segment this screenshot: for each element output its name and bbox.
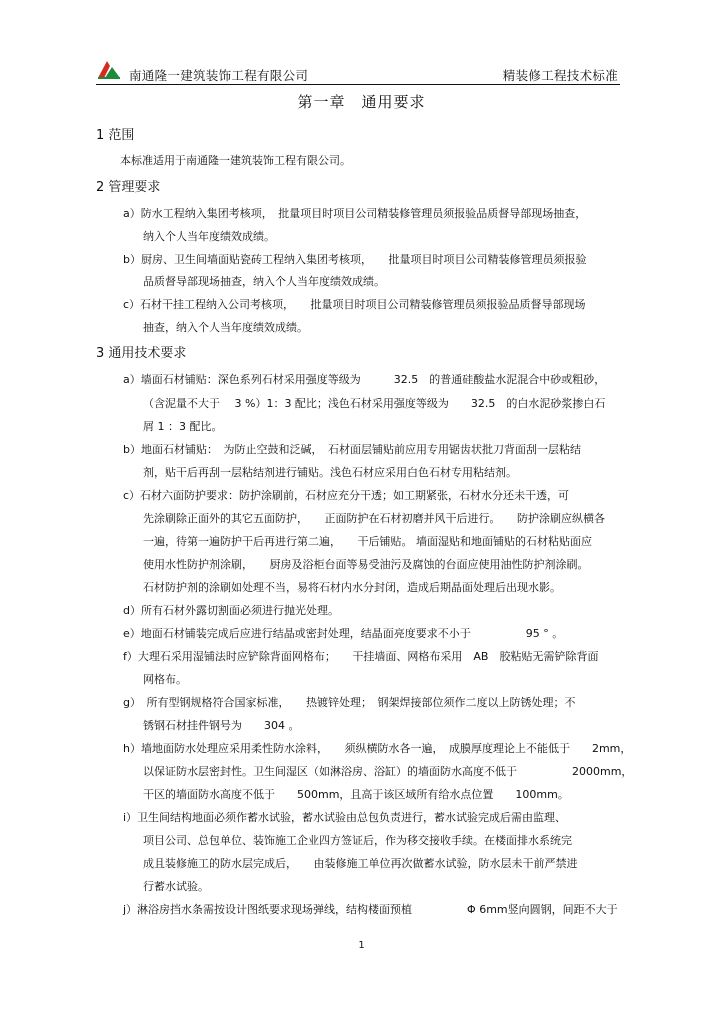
section-heading: 3 通用技术要求 <box>96 346 187 361</box>
list-item-line: c）石材六面防护要求：防护涂刷前，石材应充分干透；如工期紧张，石材水分还未干透，可 <box>123 489 570 502</box>
list-item-continuation: 锈钢石材挂件钢号为 304 。 <box>143 719 300 732</box>
paragraph-line: 本标准适用于南通隆一建筑装饰工程有限公司。 <box>120 154 351 167</box>
list-item-continuation: 使用水性防护剂涂刷， 厨房及浴柜台面等易受油污及腐蚀的台面应使用油性防护剂涂刷。 <box>143 558 589 571</box>
list-item-line: b）厨房、卫生间墙面贴瓷砖工程纳入集团考核项， 批量项目时项目公司精装修管理员须报验 <box>123 253 587 266</box>
chapter-title: 第一章 通用要求 <box>297 93 426 111</box>
list-item-line: g） 所有型钢规格符合国家标准， 热镀锌处理； 钢架焊接部位须作二度以上防锈处理；不 <box>123 696 576 709</box>
list-item-continuation: 成且装修施工的防水层完成后， 由装修施工单位再次做蓄水试验，防水层未干前严禁进 <box>143 857 578 870</box>
list-item-continuation: 屑 1 ：3 配比。 <box>143 420 223 433</box>
list-item-line: j）淋浴房挡水条需按设计图纸要求现场弹线，结构楼面预植 Φ 6mm竖向圆钢，间距不大于 <box>123 903 618 916</box>
list-item-continuation: 石材防护剂的涂刷如处理不当，易将石材内水分封闭，造成后期晶面处理后出现水影。 <box>143 581 561 594</box>
company-name: 南通隆一建筑装饰工程有限公司 <box>129 68 309 83</box>
section-heading: 2 管理要求 <box>96 180 161 195</box>
list-item-continuation: 品质督导部现场抽查，纳入个人当年度绩效成绩。 <box>143 275 385 288</box>
list-item-continuation: 剂，贴干后再刮一层粘结剂进行铺贴。浅色石材应采用白色石材专用粘结剂。 <box>143 466 517 479</box>
list-item-line: f）大理石采用湿铺法时应铲除背面网格布； 干挂墙面、网格布采用 AB 胶粘贴无需铲除背面 <box>123 650 599 663</box>
list-item-continuation: 干区的墙面防水高度不低于 500mm，且高于该区域所有给水点位置 100mm。 <box>143 788 569 801</box>
section-heading: 1 范围 <box>96 128 135 143</box>
page-number: 1 <box>358 940 365 951</box>
list-item-continuation: 纳入个人当年度绩效成绩。 <box>143 230 275 243</box>
list-item-line: a）防水工程纳入集团考核项， 批量项目时项目公司精装修管理员须报验品质督导部现场抽查， <box>123 207 587 220</box>
list-item-line: i）卫生间结构地面必须作蓄水试验，蓄水试验由总包负责进行，蓄水试验完成后需由监理、 <box>123 811 567 824</box>
list-item-line: c）石材干挂工程纳入公司考核项， 批量项目时项目公司精装修管理员须报验品质督导部现场 <box>123 298 586 311</box>
list-item-line: e）地面石材铺装完成后应进行结晶或密封处理，结晶面亮度要求不小于 95 ° 。 <box>123 627 564 640</box>
page-header <box>96 56 620 85</box>
list-item-continuation: 一遍，待第一遍防护干后再进行第二遍， 干后铺贴。 墙面湿贴和地面铺贴的石材粘贴面应 <box>143 535 592 548</box>
list-item-continuation: 行蓄水试验。 <box>143 880 209 893</box>
list-item-continuation: 以保证防水层密封性。卫生间湿区（如淋浴房、浴缸）的墙面防水高度不低于 2000mm， <box>143 765 633 778</box>
list-item-continuation: 先涂刷除正面外的其它五面防护， 正面防护在石材初磨并风干后进行。 防护涂刷应纵横各 <box>143 512 605 525</box>
list-item-continuation: 抽查，纳入个人当年度绩效成绩。 <box>143 321 308 334</box>
list-item-continuation: 网格布。 <box>143 673 187 686</box>
list-item-line: b）地面石材铺贴： 为防止空鼓和泛碱， 石材面层铺贴前应用专用锯齿状批刀背面刮一层粘结 <box>123 443 581 456</box>
list-item-line: h）墙地面防水处理应采用柔性防水涂料， 须纵横防水各一遍， 成膜厚度理论上不能低于 2mm， <box>123 742 632 755</box>
list-item-line: a）墙面石材铺贴：深色系列石材采用强度等级为 32.5 的普通硅酸盐水泥混合中砂或粗砂， <box>123 373 606 386</box>
list-item-continuation: 项目公司、总包单位、装饰施工企业四方签证后，作为移交接收手续。在楼面排水系统完 <box>143 834 572 847</box>
document-title: 精装修工程技术标准 <box>502 68 618 83</box>
list-item-continuation: （含泥量不大于 3 %）1：3 配比；浅色石材采用强度等级为 32.5 的白水泥砂浆掺白石 <box>143 397 606 410</box>
company-logo-icon <box>96 58 122 80</box>
list-item-line: d）所有石材外露切割面必须进行抛光处理。 <box>123 604 339 617</box>
